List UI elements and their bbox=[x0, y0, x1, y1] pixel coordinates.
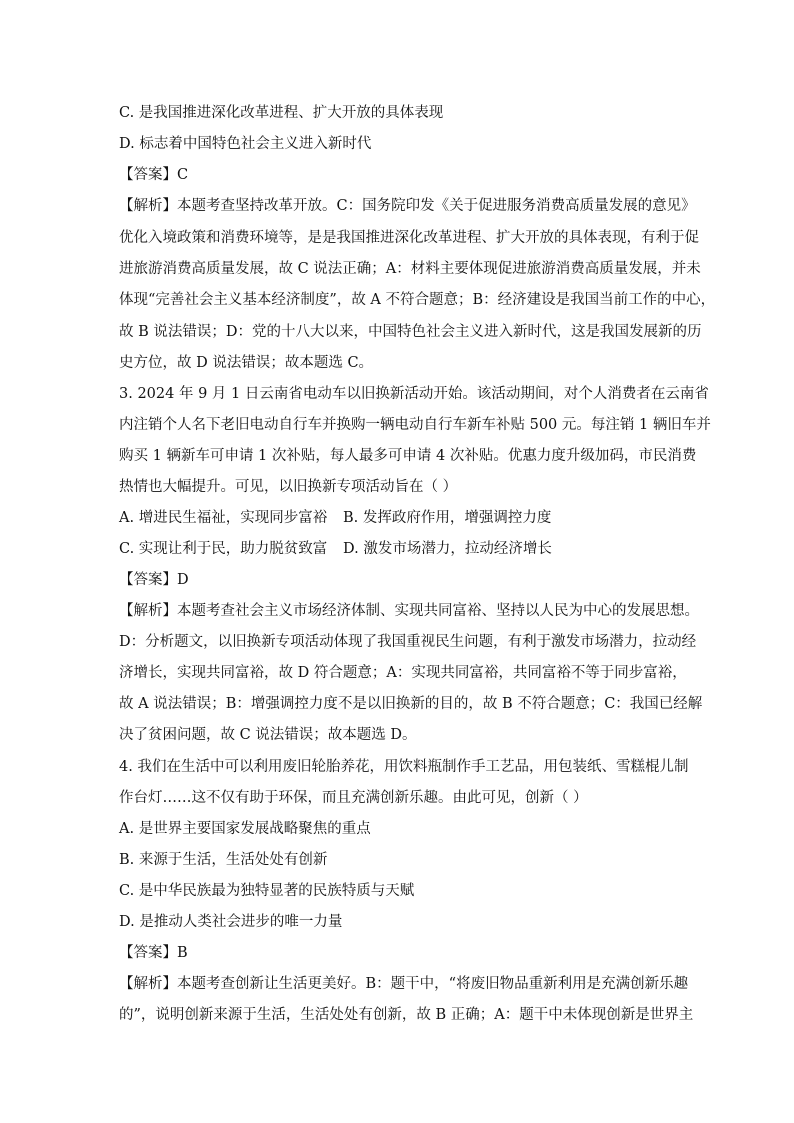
q4-stem-line: 4. 我们在生活中可以利用废旧轮胎养花，用饮料瓶制作手工艺品，用包装纸、雪糕棍儿制 bbox=[119, 759, 689, 775]
q3-stem-line: 购买 1 辆新车可申请 1 次补贴，每人最多可申请 4 次补贴。优惠力度升级加码，市民消费 bbox=[119, 448, 697, 464]
q2-explanation-line: 体现“完善社会主义基本经济制度”，故 A 不符合题意；B：经济建设是我国当前工作的中心， bbox=[119, 292, 716, 308]
q3-explanation-line: 济增长，实现共同富裕，故 D 符合题意；A：实现共同富裕，共同富裕不等于同步富裕， bbox=[119, 665, 687, 681]
q3-explanation-line: 决了贫困问题，故 C 说法错误；故本题选 D。 bbox=[119, 727, 417, 743]
q3-stem-line: 内注销个人名下老旧电动自行车并换购一辆电动自行车新车补贴 500 元。每注销 1 辆旧车并 bbox=[119, 417, 711, 433]
q3-option-c: C. 实现让利于民，助力脱贫致富 bbox=[119, 541, 328, 557]
q2-explanation-line: 故 B 说法错误；D：党的十八大以来，中国特色社会主义进入新时代，这是我国发展新的历 bbox=[119, 324, 702, 340]
q2-explanation-line: 优化入境政策和消费环境等，是是我国推进深化改革进程、扩大开放的具体表现，有利于促 bbox=[119, 230, 699, 246]
q4-option-c: C. 是中华民族最为独特显著的民族特质与天赋 bbox=[119, 883, 415, 899]
q3-explanation-line: D：分析题文，以旧换新专项活动体现了我国重视民生问题，有利于激发市场潜力，拉动经 bbox=[119, 634, 697, 650]
q3-option-b: B. 发挥政府作用，增强调控力度 bbox=[343, 510, 552, 526]
q4-option-d: D. 是推动人类社会进步的唯一力量 bbox=[119, 914, 343, 930]
q4-option-b: B. 来源于生活，生活处处有创新 bbox=[119, 852, 328, 868]
q2-option-d: D. 标志着中国特色社会主义进入新时代 bbox=[119, 136, 372, 152]
q3-option-d: D. 激发市场潜力，拉动经济增长 bbox=[343, 541, 552, 557]
q4-answer: 【答案】B bbox=[119, 945, 188, 961]
q2-explanation-line: 【解析】本题考查坚持改革开放。C：国务院印发《关于促进服务消费高质量发展的意见》 bbox=[119, 198, 696, 214]
q2-option-c: C. 是我国推进深化改革进程、扩大开放的具体表现 bbox=[119, 105, 444, 121]
q2-answer: 【答案】C bbox=[119, 167, 189, 183]
q4-option-a: A. 是世界主要国家发展战略聚焦的重点 bbox=[119, 821, 371, 837]
q3-answer: 【答案】D bbox=[119, 572, 189, 588]
q4-explanation-line: 的”，说明创新来源于生活，生活处处有创新，故 B 正确；A：题干中未体现创新是世界主 bbox=[119, 1007, 694, 1023]
q4-stem-line: 作台灯……这不仅有助于环保，而且充满创新乐趣。由此可见，创新（ ） bbox=[119, 790, 588, 806]
q3-option-a: A. 增进民生福祉，实现同步富裕 bbox=[119, 510, 328, 526]
q3-explanation-line: 故 A 说法错误；B：增强调控力度不是以旧换新的目的，故 B 不符合题意；C：我国已经解 bbox=[119, 696, 703, 712]
q3-stem-line: 热情也大幅提升。可见，以旧换新专项活动旨在（ ） bbox=[119, 479, 458, 495]
q2-explanation-line: 史方位，故 D 说法错误；故本题选 C。 bbox=[119, 355, 374, 371]
q3-explanation-line: 【解析】本题考查社会主义市场经济体制、实现共同富裕、坚持以人民为中心的发展思想。 bbox=[119, 603, 699, 619]
q4-explanation-line: 【解析】本题考查创新让生活更美好。B：题干中，“将废旧物品重新利用是充满创新乐趣 bbox=[119, 976, 689, 992]
q3-stem-line: 3. 2024 年 9 月 1 日云南省电动车以旧换新活动开始。该活动期间，对个人消费者在云南省 bbox=[119, 386, 709, 402]
q2-explanation-line: 进旅游消费高质量发展，故 C 说法正确；A：材料主要体现促进旅游消费高质量发展，并未 bbox=[119, 261, 701, 277]
